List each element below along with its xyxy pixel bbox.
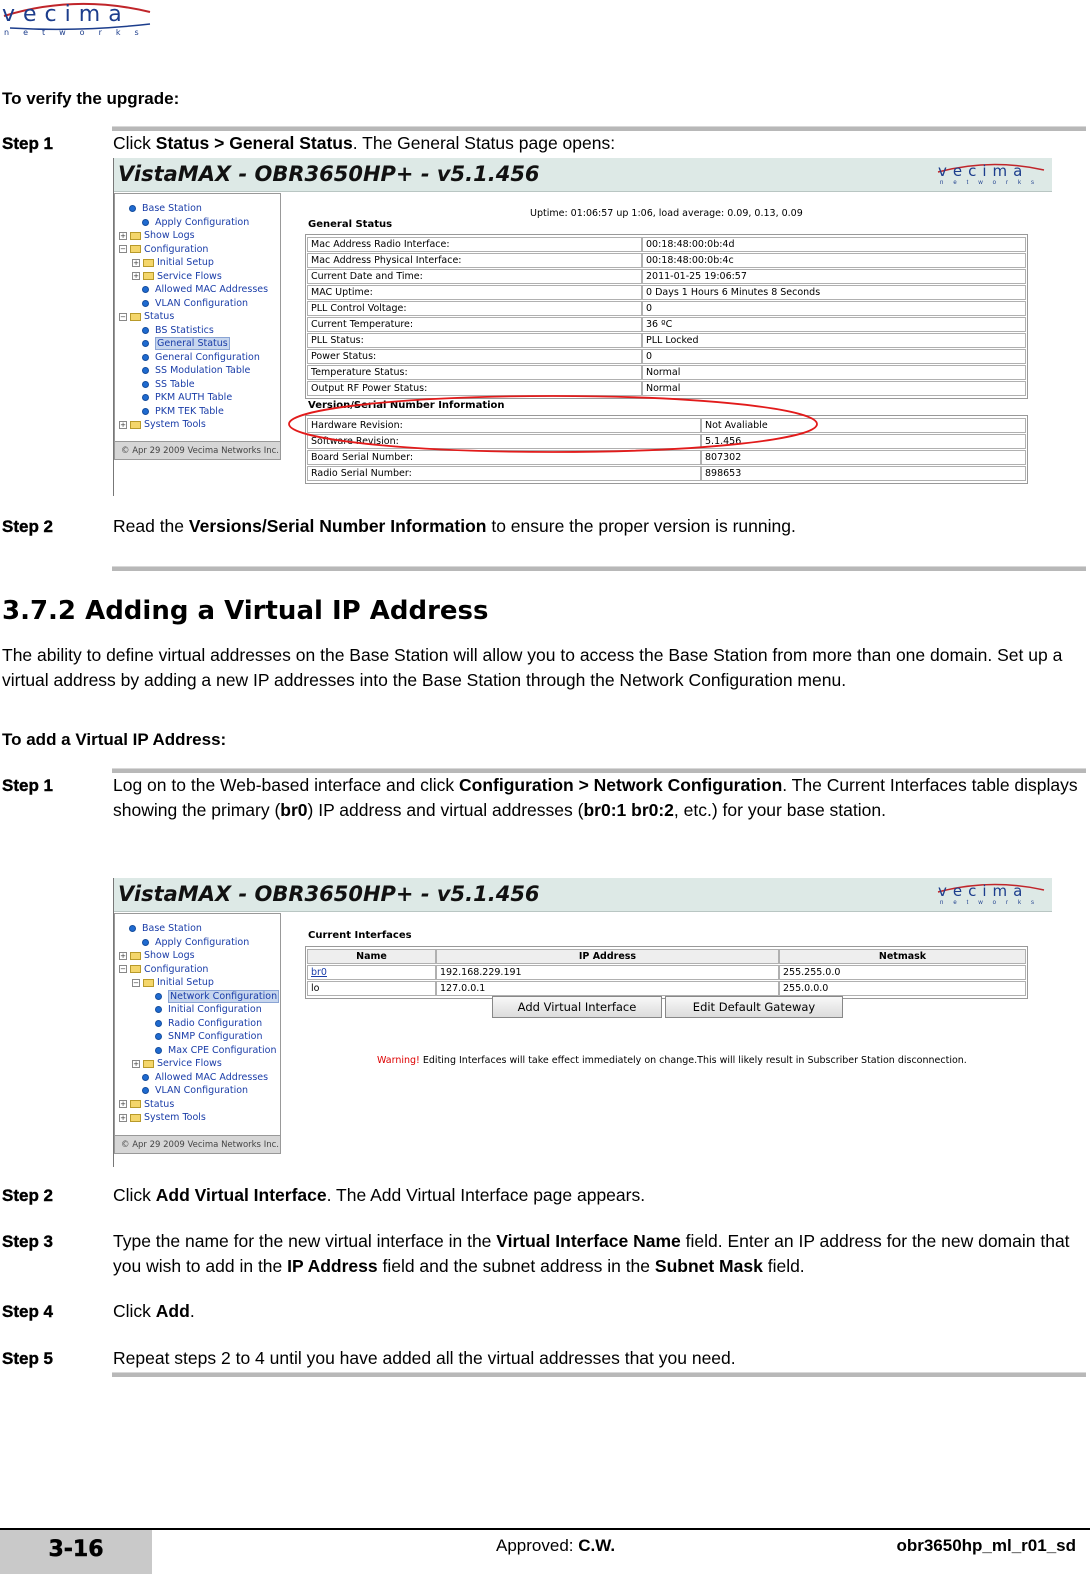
nav-item-label: Apply Configuration (155, 216, 250, 228)
folder-icon (130, 245, 141, 253)
nav-item-show-logs[interactable] (119, 949, 195, 962)
nav-item-label: Initial Setup (157, 257, 214, 268)
app-title-2: VistaMAX - OBR3650HP+ - v5.1.456 (118, 882, 540, 906)
expand-toggle-icon[interactable]: − (120, 965, 126, 973)
nav-item-general-status[interactable] (142, 337, 230, 350)
row-label: Software Revision: (307, 434, 701, 449)
folder-icon (130, 232, 141, 240)
expand-toggle-icon[interactable]: + (133, 272, 139, 280)
nav-item-label: Initial Setup (157, 977, 214, 988)
nav-item-label: General Status (157, 338, 228, 349)
row-value: 5.1.456 (701, 434, 1026, 449)
table-cell: 192.168.229.191 (436, 965, 779, 980)
nav-item-label: PKM AUTH Table (155, 392, 233, 403)
expand-toggle-icon[interactable]: + (120, 951, 126, 960)
nav-item-max-cpe-configuration[interactable] (155, 1044, 276, 1057)
node-icon (142, 367, 149, 374)
nav-item-apply-configuration[interactable] (142, 936, 249, 949)
row-value: 36 ºC (642, 317, 1026, 332)
section-divider (112, 566, 1086, 571)
nav-item-label: System Tools (144, 419, 206, 430)
nav-item-initial-setup[interactable] (132, 976, 214, 989)
node-icon (142, 1074, 149, 1081)
column-header: Netmask (779, 949, 1026, 964)
red-highlight-ellipse (286, 394, 820, 454)
logo-sub: networks (4, 28, 153, 37)
nav-item-label: Service Flows (157, 270, 222, 282)
nav-item-vlan-configuration[interactable] (142, 297, 248, 310)
folder-icon (130, 965, 141, 973)
row-label: Current Date and Time: (307, 269, 642, 284)
expand-toggle-icon[interactable]: − (120, 312, 126, 321)
node-icon (142, 340, 149, 347)
row-value: 0 (642, 301, 1026, 316)
row-label: Output RF Power Status: (307, 381, 642, 396)
nav-item-pkm-auth-table[interactable] (142, 391, 232, 404)
nav-item-show-logs[interactable] (119, 229, 195, 242)
row-value: PLL Locked (642, 333, 1026, 348)
nav-item-system-tools[interactable] (119, 418, 206, 431)
header-logo-sub-2: networks (940, 900, 1045, 906)
table-row (307, 253, 1026, 268)
nav-item-configuration[interactable] (119, 243, 208, 256)
row-value: 00:18:48:00:0b:4d (642, 237, 1026, 252)
row-value: 2011-01-25 19:06:57 (642, 269, 1026, 284)
nav-item-label: BS Statistics (155, 324, 214, 336)
nav-item-apply-configuration[interactable] (142, 216, 249, 229)
nav-item-label: VLAN Configuration (155, 297, 249, 309)
page-footer (0, 1528, 1090, 1574)
nav-tree-2 (114, 913, 281, 1154)
logo-word: vecima (2, 2, 130, 27)
nav-item-label: Max CPE Configuration (168, 1044, 277, 1056)
row-value: 898653 (701, 466, 1026, 481)
general-status-table (305, 234, 1028, 399)
header-logo (936, 162, 1048, 190)
node-icon (142, 300, 149, 307)
nav-item-label: Base Station (142, 923, 202, 934)
warning-text: Editing Interfaces will take effect immediately on change.This will likely result in Subscriber Station disconnection. (419, 1055, 967, 1066)
header-logo-word-2: vecima (938, 882, 1029, 900)
subheading: To add a Virtual IP Address: (2, 730, 227, 749)
node-icon (155, 993, 162, 1000)
nav-footer-2: © Apr 29 2009 Vecima Networks Inc. (115, 1135, 280, 1153)
app-title: VistaMAX - OBR3650HP+ - v5.1.456 (118, 162, 540, 186)
header-logo-2 (936, 882, 1048, 910)
table-header (307, 949, 1026, 964)
nav-item-label: Initial Configuration (168, 1004, 262, 1015)
folder-icon (130, 313, 141, 321)
table-cell: 255.0.0.0 (779, 981, 1026, 996)
node-icon (155, 1047, 162, 1054)
row-label: Board Serial Number: (307, 450, 701, 465)
node-icon (142, 408, 149, 415)
folder-icon (130, 1100, 141, 1108)
table-row (307, 269, 1026, 284)
expand-toggle-icon[interactable]: + (133, 258, 139, 267)
row-value: 00:18:48:00:0b:4c (642, 253, 1026, 268)
nav-item-label: Radio Configuration (168, 1017, 263, 1029)
version-info-title: Version/Serial Number Information (308, 400, 505, 411)
row-value: Not Avaliable (701, 418, 1026, 433)
row-label: Temperature Status: (307, 365, 642, 380)
folder-icon (130, 1114, 141, 1122)
section-paragraph: The ability to define virtual addresses on the Base Station will allow you to access the Base Station from more than one domain. Set up a virtual address by adding a new IP addresses into the Base Station through the Network Configuration menu. (2, 645, 1063, 690)
table-row (307, 301, 1026, 316)
row-label: PLL Control Voltage: (307, 301, 642, 316)
row-label: MAC Uptime: (307, 285, 642, 300)
row-label: Current Temperature: (307, 317, 642, 332)
add-step-4-label: Step 4 (2, 1302, 54, 1321)
folder-icon (143, 1060, 154, 1068)
nav-item-label: Service Flows (157, 1058, 222, 1069)
nav-item-label: Base Station (142, 203, 202, 214)
table-row (307, 365, 1026, 380)
nav-item-configuration[interactable] (119, 963, 208, 976)
folder-icon (143, 259, 154, 267)
general-status-screenshot (113, 158, 1052, 496)
nav-item-radio-configuration[interactable] (155, 1017, 262, 1030)
add-step-1-text: Log on to the Web-based interface and click Configuration > Network Configuration. The Current Interfaces table displays showing the primary (br0) IP address and virtual addresses (br0:1 br0:2, etc.) for your base station. (113, 775, 1078, 820)
step-divider-3 (112, 1372, 1086, 1377)
nav-footer: © Apr 29 2009 Vecima Networks Inc. (115, 441, 280, 459)
nav-tree (114, 193, 281, 460)
vecima-logo (0, 0, 160, 42)
node-icon (142, 286, 149, 293)
node-icon (142, 1087, 149, 1094)
expand-toggle-icon[interactable]: + (120, 231, 126, 240)
folder-icon (143, 979, 154, 987)
nav-item-snmp-configuration[interactable] (155, 1030, 263, 1043)
node-icon (129, 205, 136, 212)
column-header: Name (307, 949, 436, 964)
node-icon (142, 939, 149, 946)
verify-step-1-text: Click Status > General Status. The General Status page opens: (113, 133, 616, 153)
nav-item-network-configuration[interactable] (155, 990, 279, 1003)
row-label: Mac Address Radio Interface: (307, 237, 642, 252)
nav-item-bs-statistics[interactable] (142, 324, 214, 337)
nav-item-label: Status (144, 1098, 175, 1110)
nav-item-label: Status (144, 311, 175, 322)
document-id: obr3650hp_ml_r01_sd (896, 1536, 1076, 1555)
nav-item-status[interactable] (119, 1098, 174, 1111)
node-icon (142, 381, 149, 388)
add-virtual-interface-button[interactable]: Add Virtual Interface (492, 996, 662, 1018)
header-logo-word: vecima (938, 162, 1029, 180)
verify-step-2-text: Read the Versions/Serial Number Information to ensure the proper version is running. (113, 516, 796, 536)
header-logo-sub: networks (940, 180, 1045, 186)
nav-item-initial-setup[interactable] (132, 256, 214, 269)
network-config-screenshot (113, 878, 1052, 1167)
intro-heading: To verify the upgrade: (2, 89, 180, 108)
row-value: 0 Days 1 Hours 6 Minutes 8 Seconds (642, 285, 1026, 300)
nav-item-label: Apply Configuration (155, 936, 250, 948)
nav-item-initial-configuration[interactable] (155, 1003, 262, 1016)
row-label: Mac Address Physical Interface: (307, 253, 642, 268)
add-step-3-label: Step 3 (2, 1232, 54, 1251)
nav-item-label: Network Configuration (170, 990, 278, 1002)
add-step-4-text: Click Add. (113, 1301, 195, 1321)
current-interfaces-table (305, 946, 1028, 999)
verify-step-2-label: Step 2 (2, 517, 54, 536)
approval: Approved: C.W. (496, 1536, 616, 1555)
general-status-title: General Status (308, 219, 393, 230)
node-icon (129, 925, 136, 932)
nav-item-service-flows[interactable] (132, 1057, 222, 1070)
nav-item-label: System Tools (144, 1112, 206, 1123)
row-value: 0 (642, 349, 1026, 364)
row-label: Power Status: (307, 349, 642, 364)
current-interfaces-title: Current Interfaces (308, 930, 412, 941)
nav-item-status[interactable] (119, 310, 174, 323)
expand-toggle-icon[interactable]: + (120, 1113, 126, 1122)
table-row (307, 349, 1026, 364)
page-number: 3-16 (0, 1530, 152, 1574)
add-step-2-label: Step 2 (2, 1186, 54, 1205)
nav-item-base-station[interactable] (129, 202, 202, 215)
row-value: Normal (642, 365, 1026, 380)
table-row (307, 333, 1026, 348)
nav-item-label: Allowed MAC Addresses (155, 284, 269, 295)
nav-item-label: Show Logs (144, 950, 195, 961)
folder-icon (143, 272, 154, 280)
nav-item-label: Allowed MAC Addresses (155, 1071, 269, 1083)
warning-label: Warning! (377, 1055, 420, 1066)
nav-item-label: SS Modulation Table (155, 365, 251, 376)
row-value: Normal (642, 381, 1026, 396)
nav-item-base-station[interactable] (129, 922, 202, 935)
node-icon (142, 219, 149, 226)
interface-link[interactable]: br0 (307, 965, 436, 980)
column-header: IP Address (436, 949, 779, 964)
nav-item-vlan-configuration[interactable] (142, 1084, 248, 1097)
expand-toggle-icon[interactable]: + (120, 420, 126, 429)
warning-message (377, 1055, 967, 1066)
nav-item-system-tools[interactable] (119, 1111, 206, 1124)
row-label: Radio Serial Number: (307, 466, 701, 481)
add-step-5-label: Step 5 (2, 1349, 54, 1368)
app-header (114, 158, 1052, 192)
node-icon (155, 1020, 162, 1027)
nav-item-pkm-tek-table[interactable] (142, 405, 224, 418)
nav-item-allowed-mac-addresses[interactable] (142, 1071, 268, 1084)
table-cell: 127.0.0.1 (436, 981, 779, 996)
add-step-3-text: Type the name for the new virtual interface in the Virtual Interface Name field. Enter an IP address for the new domain that you wish to add in the IP Address field and the subnet address in the Subnet Mask field. (113, 1231, 1070, 1276)
table-row (307, 466, 1026, 481)
nav-item-label: VLAN Configuration (155, 1085, 249, 1096)
add-step-1-label: Step 1 (2, 776, 54, 795)
node-icon (155, 1006, 162, 1013)
nav-item-label: PKM TEK Table (155, 405, 224, 417)
app-header-2 (114, 878, 1052, 912)
edit-default-gateway-button[interactable]: Edit Default Gateway (665, 996, 843, 1018)
table-row (307, 965, 1026, 980)
node-icon (142, 327, 149, 334)
table-row (307, 237, 1026, 252)
expand-toggle-icon[interactable]: + (120, 1100, 126, 1108)
table-cell: lo (307, 981, 436, 996)
row-label: PLL Status: (307, 333, 642, 348)
nav-item-service-flows[interactable] (132, 270, 222, 283)
nav-item-label: Show Logs (144, 230, 195, 241)
nav-item-allowed-mac-addresses[interactable] (142, 283, 268, 296)
nav-item-ss-table[interactable] (142, 378, 195, 391)
add-step-2-text: Click Add Virtual Interface. The Add Virtual Interface page appears. (113, 1185, 646, 1205)
add-step-5-text: Repeat steps 2 to 4 until you have added all the virtual addresses that you need. (113, 1348, 736, 1368)
folder-icon (130, 952, 141, 960)
nav-item-label: Configuration (144, 963, 209, 975)
expand-toggle-icon[interactable]: − (120, 245, 126, 253)
nav-item-ss-modulation-table[interactable] (142, 364, 250, 377)
node-icon (142, 394, 149, 401)
folder-icon (130, 421, 141, 429)
table-cell: 255.255.0.0 (779, 965, 1026, 980)
expand-toggle-icon[interactable]: + (133, 1059, 139, 1068)
nav-item-label: SNMP Configuration (168, 1031, 263, 1042)
table-row (307, 285, 1026, 300)
table-row (307, 981, 1026, 996)
nav-item-label: General Configuration (155, 351, 260, 363)
node-icon (142, 354, 149, 361)
nav-item-label: Configuration (144, 243, 209, 255)
uptime-text: Uptime: 01:06:57 up 1:06, load average: 0.09, 0.13, 0.09 (530, 208, 803, 219)
expand-toggle-icon[interactable]: − (133, 978, 139, 987)
nav-item-label: SS Table (155, 378, 195, 390)
section-title: 3.7.2 Adding a Virtual IP Address (2, 596, 489, 626)
verify-step-1-label: Step 1 (2, 134, 54, 153)
row-value: 807302 (701, 450, 1026, 465)
nav-item-general-configuration[interactable] (142, 351, 260, 364)
row-label: Hardware Revision: (307, 418, 701, 433)
table-row (307, 317, 1026, 332)
node-icon (155, 1033, 162, 1040)
